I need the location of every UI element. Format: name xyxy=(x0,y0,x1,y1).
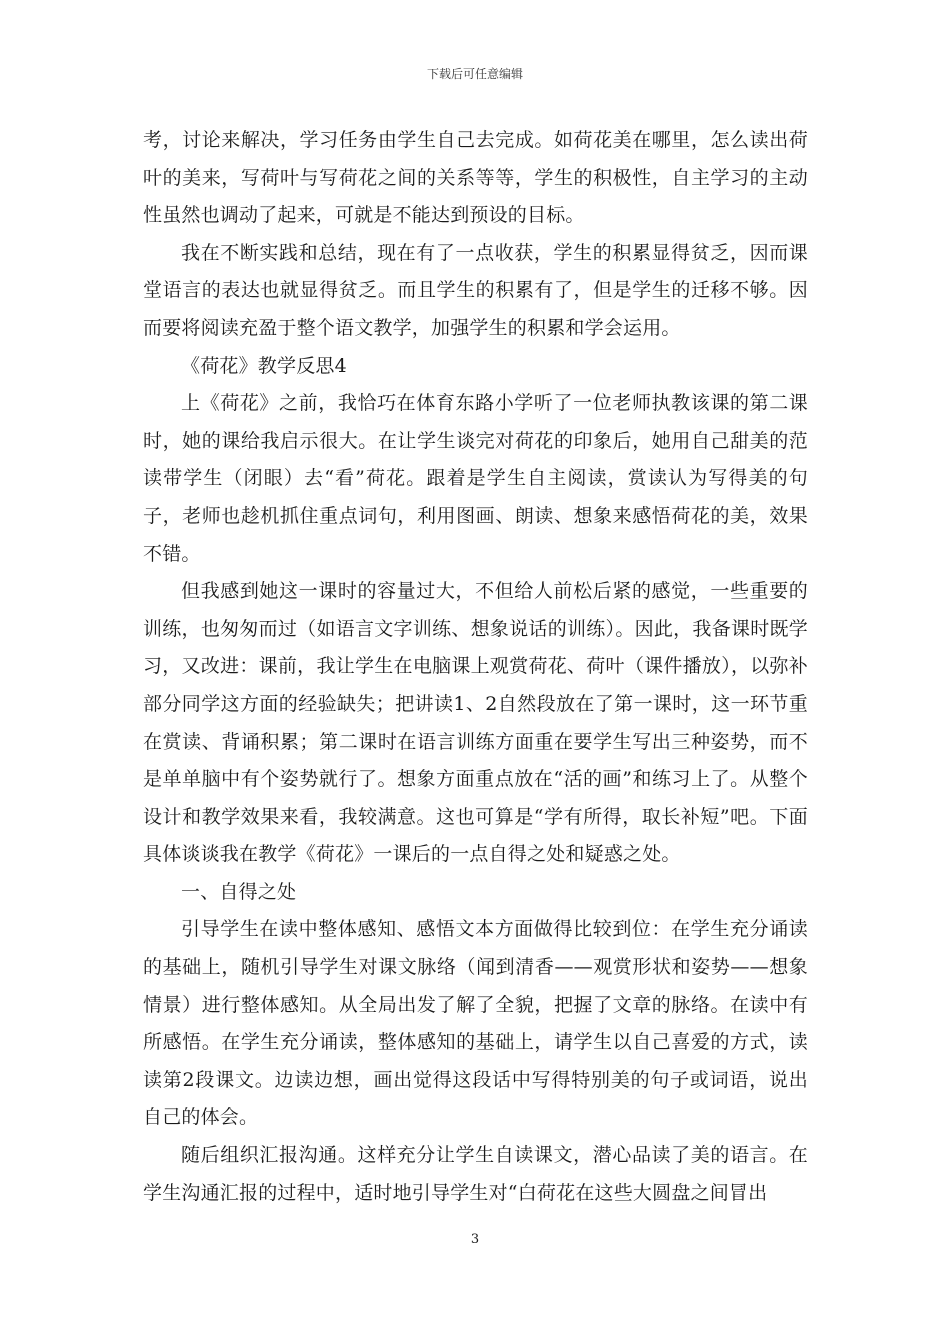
page-header: 下载后可任意编辑 xyxy=(426,67,523,81)
section-heading: 《荷花》教学反思4 xyxy=(181,354,347,377)
paragraph: 但我感到她这一课时的容量过大，不但给人前松后紧的感觉，一些重要的训练，也匆匆而过（如语言文字训练、想象说话的训练）。因此，我备课时既学习，又改进：课前，我让学生在电脑课上观赏荷花、荷叶（课件播放），以弥补部分同学这方面的经验缺失；把讲读1、2自然段放在了第一课时，这一环节重在赏读、背诵积累；第二课时在语言训练方面重在要学生写出三种姿势，而不是单单脑中有个姿势就行了。想象方面重点放在“活的画”和练习上了。从整个设计和教学效果来看，我较满意。这也可算是“学有所得，取长补短”吧。下面具体谈谈我在教学《荷花》一课后的一点自得之处和疑惑之处。 xyxy=(143,580,808,866)
document-body xyxy=(143,122,808,1212)
subsection-heading: 一、自得之处 xyxy=(181,880,297,903)
paragraph: 随后组织汇报沟通。这样充分让学生自读课文，潜心品读了美的语言。在学生沟通汇报的过程中，适时地引导学生对“白荷花在这些大圆盘之间冒出 xyxy=(143,1144,808,1204)
paragraph: 引导学生在读中整体感知、感悟文本方面做得比较到位：在学生充分诵读的基础上，随机引导学生对课文脉络（闻到清香——观赏形状和姿势——想象情景）进行整体感知。从全局出发了解了全貌，把握了文章的脉络。在读中有所感悟。在学生充分诵读，整体感知的基础上，请学生以自己喜爱的方式，读读第2段课文。边读边想，画出觉得这段话中写得特别美的句子或词语，说出自己的体会。 xyxy=(143,918,808,1129)
paragraph: 我在不断实践和总结，现在有了一点收获，学生的积累显得贫乏，因而课堂语言的表达也就显得贫乏。而且学生的积累有了，但是学生的迁移不够。因而要将阅读充盈于整个语文教学，加强学生的积累和学会运用。 xyxy=(143,241,808,339)
paragraph-continuation: 考，讨论来解决，学习任务由学生自己去完成。如荷花美在哪里，怎么读出荷叶的美来，写荷叶与写荷花之间的关系等等，学生的积极性，自主学习的主动性虽然也调动了起来，可就是不能达到预设的目标。 xyxy=(143,129,808,227)
page-number: 3 xyxy=(470,1232,480,1247)
paragraph: 上《荷花》之前，我恰巧在体育东路小学听了一位老师执教该课的第二课时，她的课给我启示很大。在让学生谈完对荷花的印象后，她用自己甜美的范读带学生（闭眼）去“看”荷花。跟着是学生自主阅读，赏读认为写得美的句子，老师也趁机抓住重点词句，利用图画、朗读、想象来感悟荷花的美，效果不错。 xyxy=(143,392,808,565)
